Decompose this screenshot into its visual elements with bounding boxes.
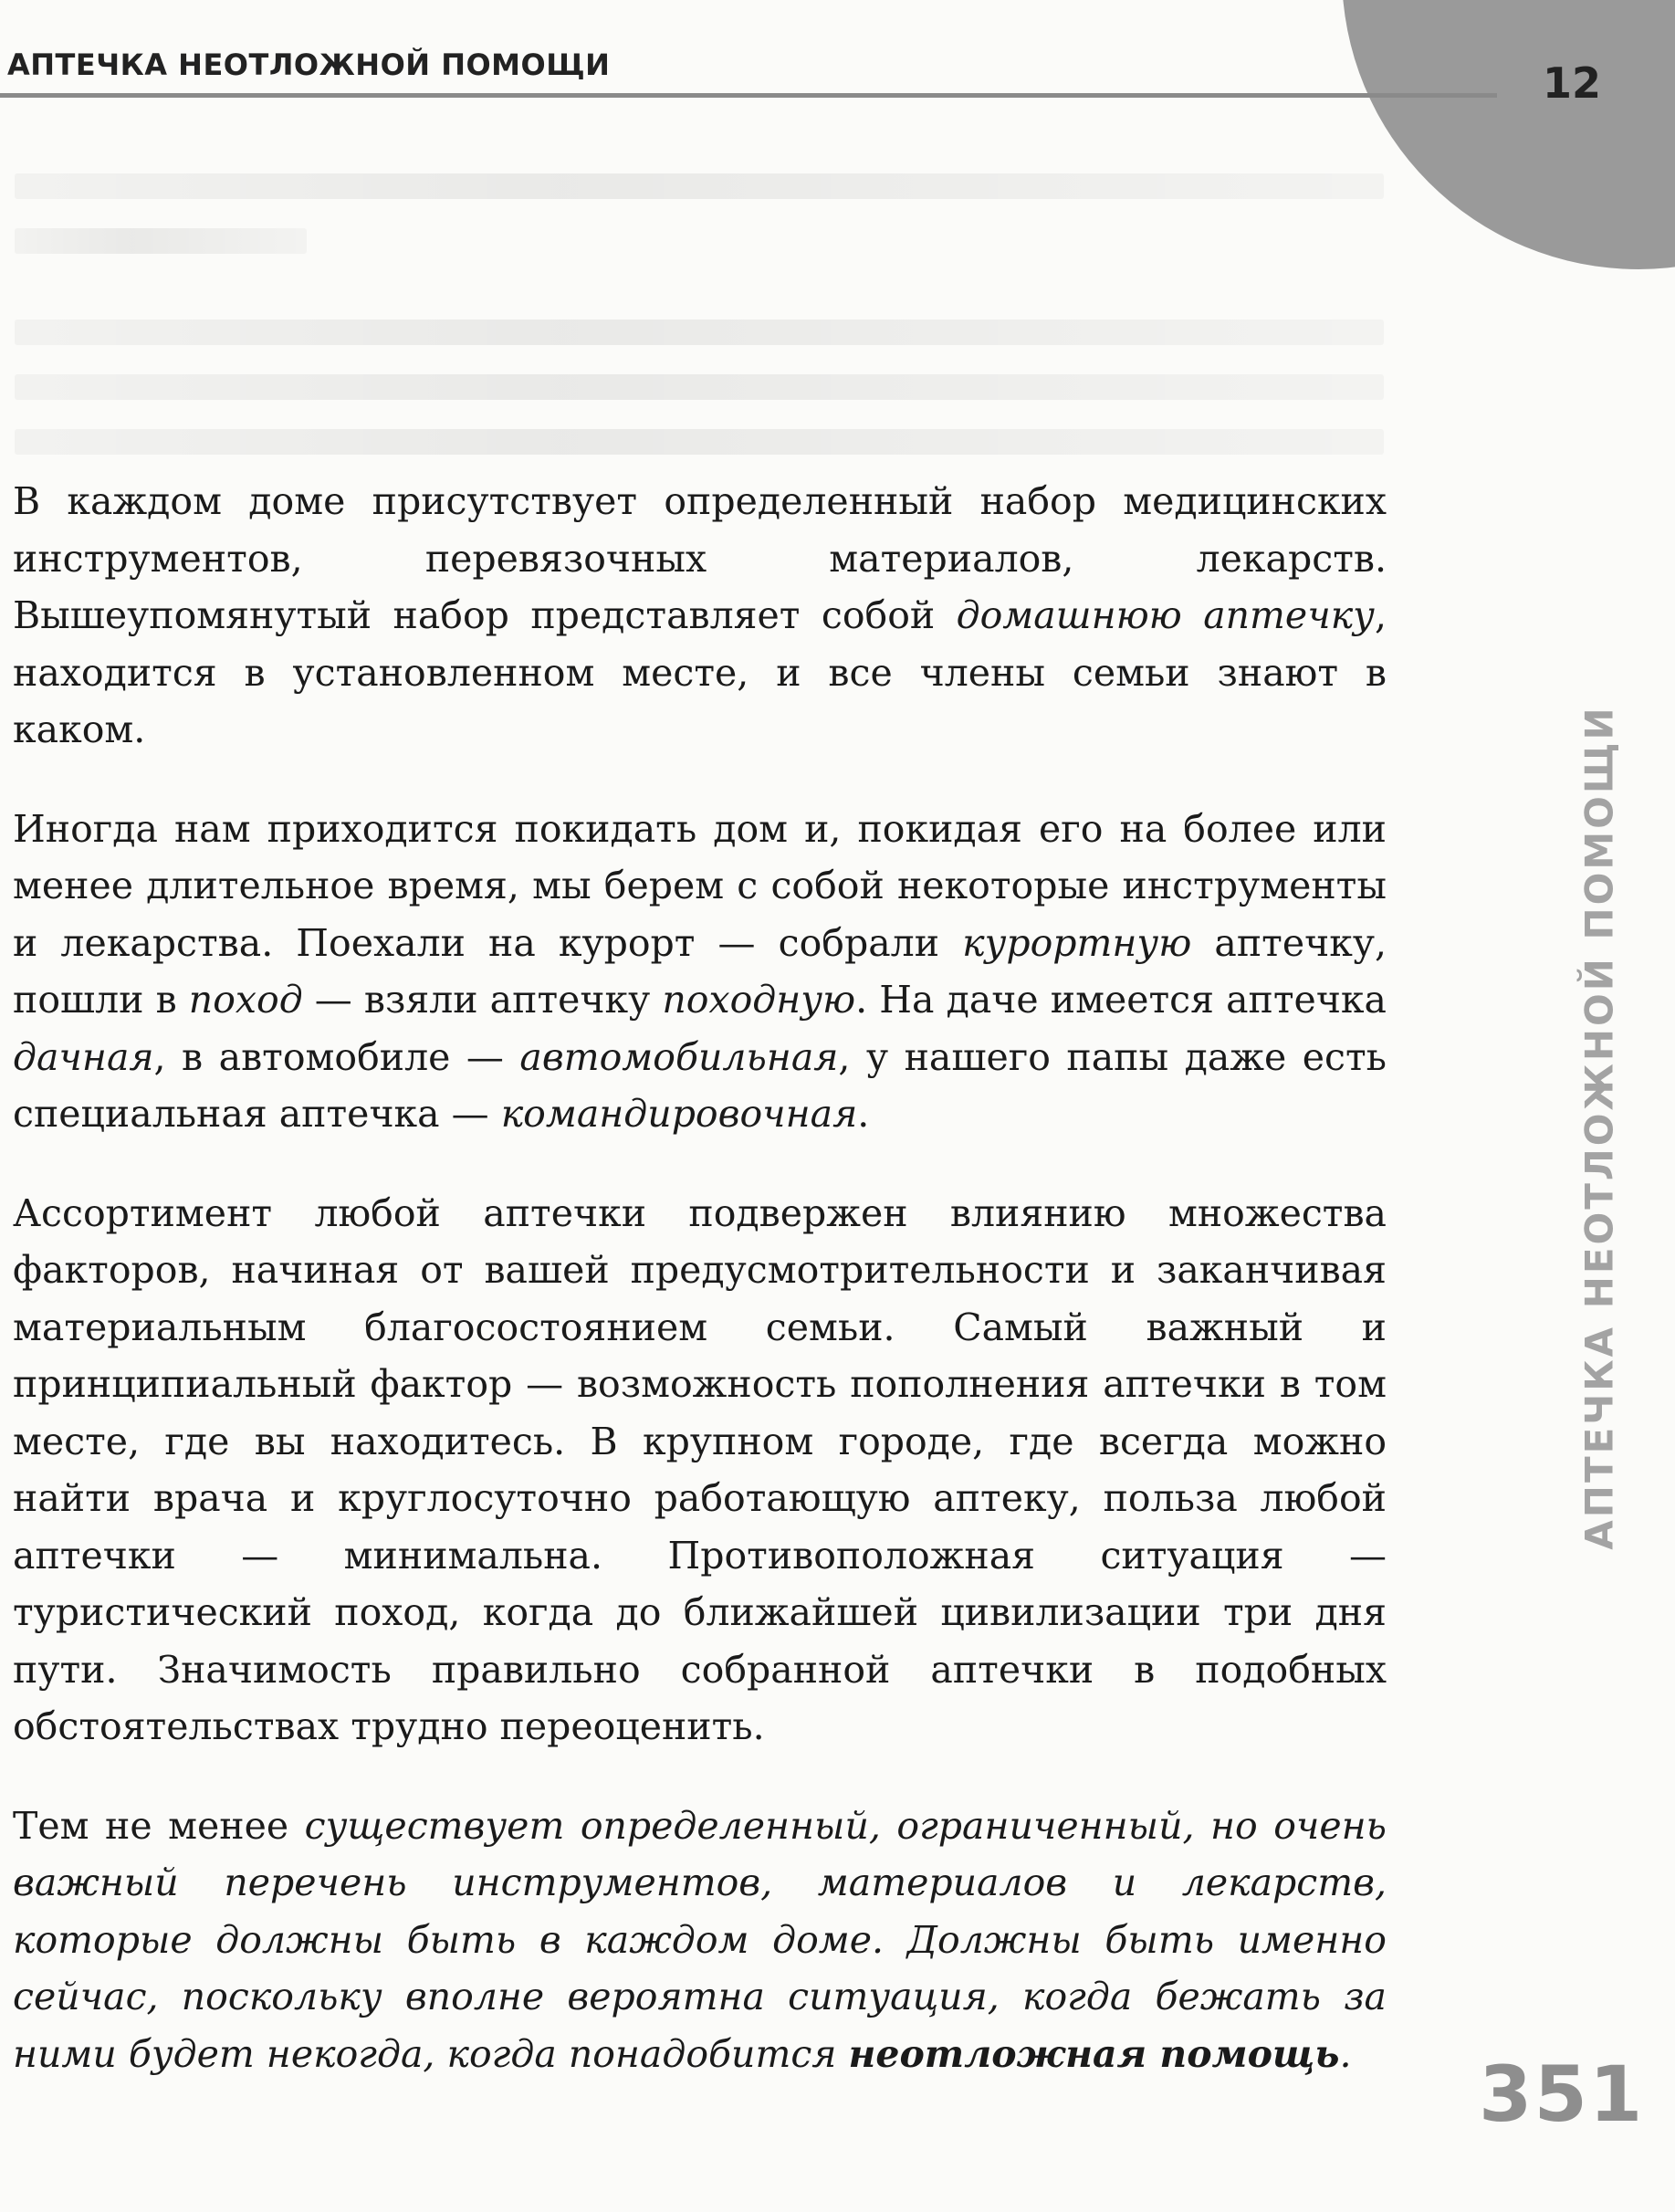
paragraph — [13, 473, 1387, 759]
text-run: Иногда нам приходится покидать дом и, покидая его на более или менее длительное время, мы берем с собой некоторые инструменты и лекарства. Поехали на курорт — собрали — [13, 806, 1387, 965]
italic-run: командировочная — [500, 1092, 858, 1136]
text-run: . На даче имеется аптечка — [855, 978, 1387, 1022]
text-run: , у нашего папы даже есть специальная аптечка — — [13, 1034, 1387, 1136]
italic-run: . — [1339, 2031, 1352, 2076]
chapter-corner-tab — [1342, 0, 1675, 269]
page-number: 351 — [1479, 2050, 1645, 2139]
italic-run: походную — [662, 978, 856, 1022]
chapter-number: 12 — [1543, 58, 1602, 108]
paragraph — [13, 1185, 1387, 1756]
text-run: аптечку, пошли в — [13, 920, 1387, 1022]
italic-run: дачная — [13, 1034, 154, 1079]
text-run: , находится в установленном месте, и все члены семьи знают в каком. — [13, 593, 1387, 751]
italic-run: курортную — [962, 920, 1192, 965]
side-tab-title: АПТЕЧКА НЕОТЛОЖНОЙ ПОМОЩИ — [1576, 705, 1622, 1550]
bold-run: неотложная помощь — [848, 2031, 1340, 2076]
text-run: — взяли аптечку — [302, 978, 663, 1022]
text-run: . — [857, 1092, 870, 1136]
paragraph — [13, 1798, 1387, 2083]
text-run: Ассортимент любой аптечки подвержен влиянию множества факторов, начиная от вашей предусмотрительности и заканчивая материальным благосостоянием семьи. Самый важный и принципиальный фактор — возможность пополнения аптечки в том месте, где вы находитесь. В крупном городе, где всегда можно найти врача и круглосуточно работающую аптеку, польза любой аптечки — минимальна. Противоположная ситуация — туристический поход, когда до ближайшей цивилизации три дня пути. Значимость правильно собранной аптечки в подобных обстоятельствах трудно переоценить. — [13, 1190, 1387, 1748]
italic-run: домашнюю аптечку — [956, 593, 1375, 637]
text-run: В каждом доме присутствует определенный набор медицинских инструментов, перевязочных материалов, лекарств. Вышеупомянутый набор представляет собой — [13, 479, 1387, 637]
running-header-title: АПТЕЧКА НЕОТЛОЖНОЙ ПОМОЩИ — [7, 47, 611, 82]
body-text — [13, 473, 1387, 2124]
italic-run: существует определенный, ограниченный, но очень важный перечень инструментов, материалов и лекарств, которые должны быть в каждом доме. Должны быть именно сейчас, поскольку вполне вероятна ситуация, когда бежать за ними будет некогда, когда понадобится — [13, 1803, 1387, 2076]
text-run: Тем не менее — [13, 1803, 305, 1848]
paragraph — [13, 801, 1387, 1143]
text-run: , в автомобиле — — [153, 1034, 520, 1079]
header-rule — [0, 93, 1497, 98]
italic-run: автомобильная — [519, 1034, 839, 1079]
italic-run: поход — [188, 978, 303, 1022]
